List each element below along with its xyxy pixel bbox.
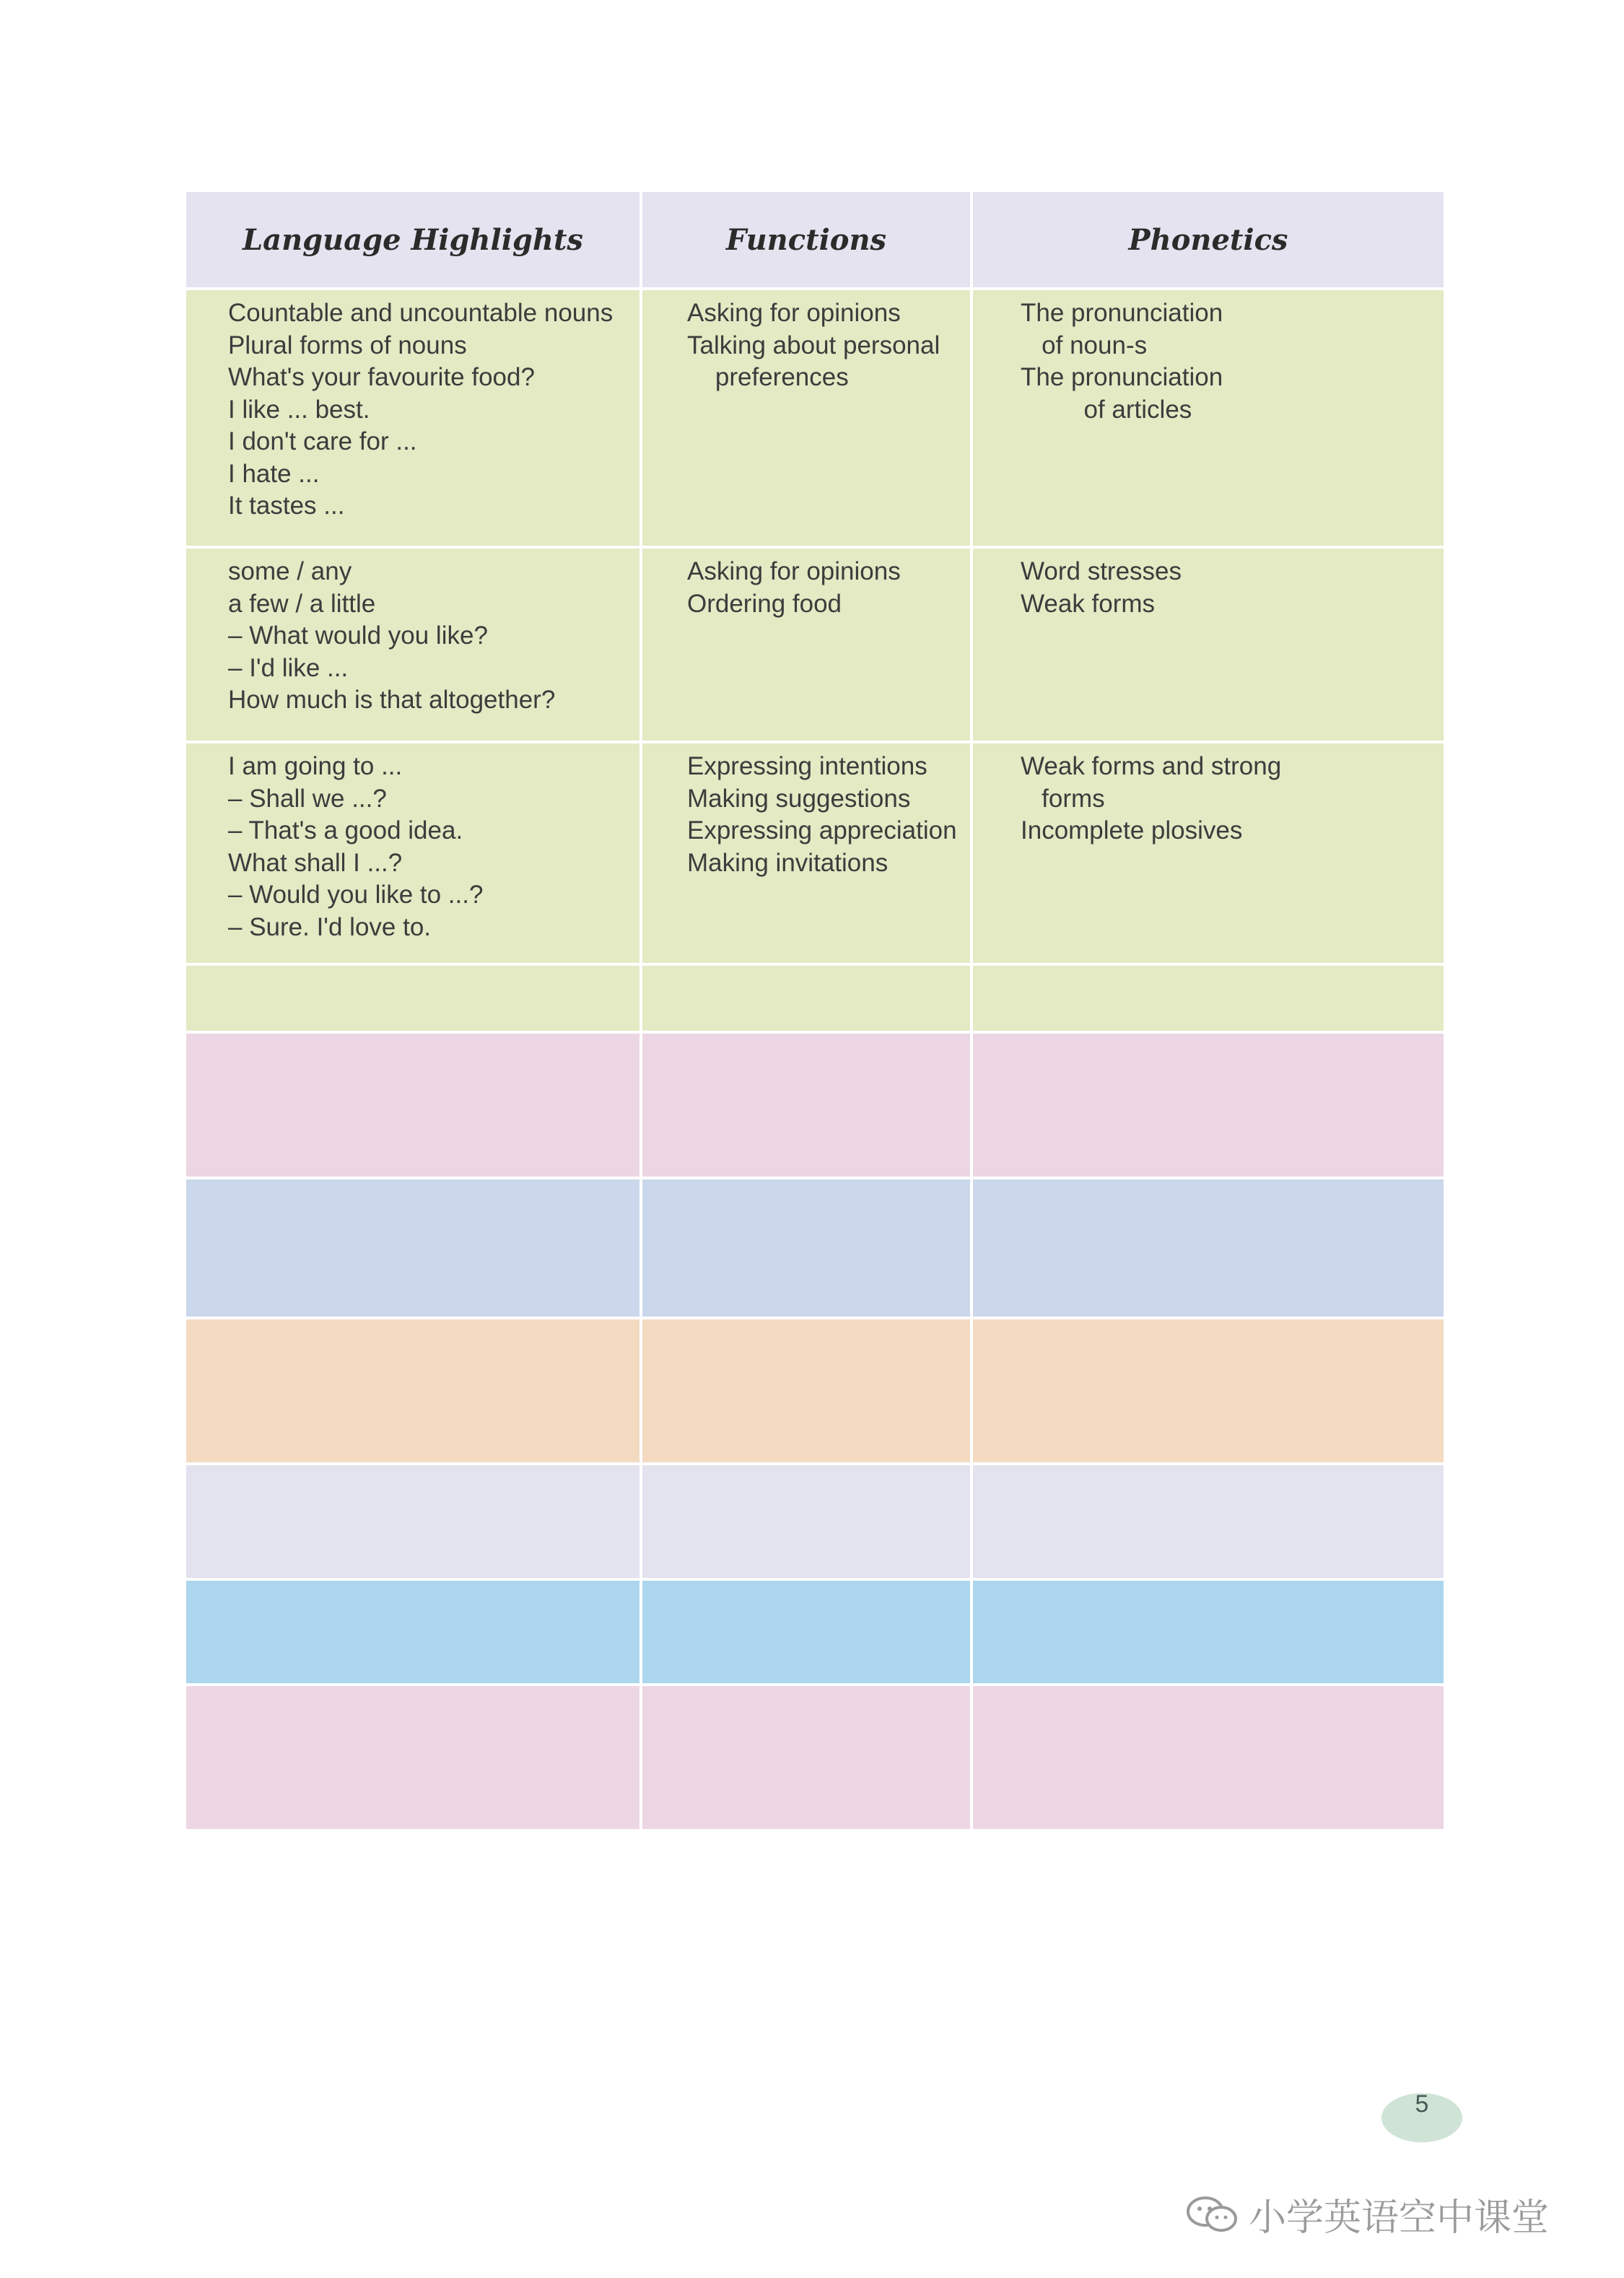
text-line: of noun-s — [1021, 331, 1148, 359]
text-line: How much is that altogether? — [228, 686, 556, 714]
text-line: What shall I ...? — [228, 848, 403, 877]
phonetics-cell — [973, 743, 1444, 963]
text-line: I don't care for ... — [228, 427, 417, 455]
language-cell — [186, 549, 642, 741]
text-line: – What would you like? — [228, 621, 488, 650]
language-lines — [186, 549, 639, 717]
header-language-highlights: Language Highlights — [186, 192, 642, 287]
text-line: a few / a little — [228, 589, 376, 618]
empty-table-row — [186, 1686, 1444, 1829]
phonetics-lines — [973, 743, 1444, 847]
watermark — [1184, 2187, 1549, 2241]
text-line: – Sure. I'd love to. — [228, 912, 432, 941]
text-line: Weak forms and strong — [1021, 752, 1282, 780]
language-cell — [186, 290, 642, 546]
text-line: Countable and uncountable nouns — [228, 299, 614, 327]
text-line: – That's a good idea. — [228, 816, 463, 845]
empty-table-row — [186, 1319, 1444, 1465]
header-functions: Functions — [642, 192, 973, 287]
text-line: some / any — [228, 557, 352, 585]
page-number-badge — [1381, 2090, 1462, 2142]
text-line: Word stresses — [1021, 557, 1182, 585]
header-phonetics: Phonetics — [973, 192, 1444, 287]
empty-table-row — [186, 966, 1444, 1034]
wechat-icon — [1184, 2193, 1241, 2236]
text-line: Plural forms of nouns — [228, 331, 467, 359]
text-line: The pronunciation — [1021, 299, 1223, 327]
text-line: – I'd like ... — [228, 653, 349, 682]
text-line: I like ... best. — [228, 395, 370, 424]
text-line: I am going to ... — [228, 752, 403, 780]
functions-cell — [642, 549, 973, 741]
text-line: The pronunciation — [1021, 363, 1223, 391]
text-line: I hate ... — [228, 459, 320, 488]
text-line: forms — [1021, 784, 1105, 813]
text-line: Asking for opinions — [687, 299, 901, 327]
empty-table-row — [186, 1465, 1444, 1581]
text-line: – Would you like to ...? — [228, 881, 484, 909]
functions-lines — [642, 743, 970, 879]
language-lines — [186, 290, 639, 523]
functions-lines — [642, 290, 970, 394]
functions-cell — [642, 290, 973, 546]
phonetics-cell — [973, 549, 1444, 741]
text-line: Making invitations — [687, 848, 889, 877]
text-line: Expressing intentions — [687, 752, 927, 780]
text-line: Talking about personal — [687, 331, 940, 359]
text-line: What's your favourite food? — [228, 363, 535, 391]
text-line: Weak forms — [1021, 589, 1156, 618]
table-header-row — [186, 192, 1444, 290]
syllabus-table — [186, 192, 1444, 1829]
table-row — [186, 743, 1444, 966]
text-line: preferences — [687, 363, 849, 391]
functions-lines — [642, 549, 970, 620]
language-lines — [186, 743, 639, 943]
empty-table-row — [186, 1034, 1444, 1179]
table-row — [186, 290, 1444, 549]
functions-cell — [642, 743, 973, 963]
text-line: Making suggestions — [687, 784, 911, 813]
watermark-text: 小学英语空中课堂 — [1249, 2197, 1550, 2239]
language-cell — [186, 743, 642, 963]
table-row — [186, 549, 1444, 743]
text-line: It tastes ... — [228, 492, 345, 520]
text-line: Incomplete plosives — [1021, 816, 1243, 845]
empty-table-row — [186, 1179, 1444, 1319]
text-line: Asking for opinions — [687, 557, 901, 585]
text-line: – Shall we ...? — [228, 784, 387, 813]
text-line: Ordering food — [687, 589, 842, 618]
phonetics-lines — [973, 549, 1444, 620]
page-number: 5 — [1415, 2090, 1429, 2118]
phonetics-cell — [973, 290, 1444, 546]
phonetics-lines — [973, 290, 1444, 426]
text-line: of articles — [1021, 395, 1192, 424]
text-line: Expressing appreciation — [687, 816, 957, 845]
empty-table-row — [186, 1581, 1444, 1686]
